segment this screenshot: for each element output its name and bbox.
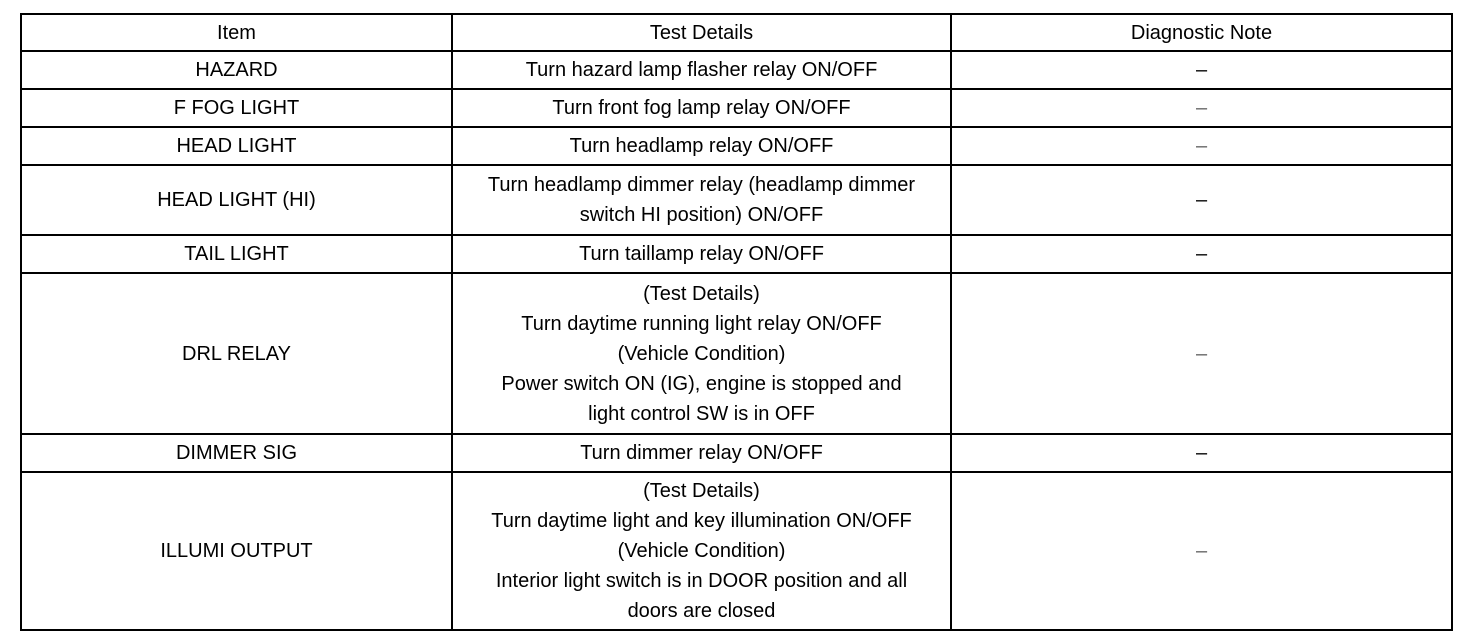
test-details-line: (Test Details) — [643, 282, 760, 305]
diagnostic-note-value: – — [1195, 189, 1208, 211]
table-row — [21, 472, 1452, 630]
test-details-line: (Vehicle Condition) — [617, 540, 786, 562]
test-details-line: Turn headlamp dimmer relay (headlamp dimmer — [487, 174, 916, 196]
diagnostic-note-value: – — [1195, 97, 1208, 119]
item-cell: HEAD LIGHT (HI) — [21, 165, 452, 235]
item-cell: DIMMER SIG — [21, 434, 452, 472]
table-row — [21, 89, 1452, 127]
diagnostic-note-cell — [951, 127, 1452, 165]
test-details-line: Turn daytime running light relay ON/OFF — [521, 312, 882, 335]
column-header-diagnostic-note: Diagnostic Note — [951, 14, 1452, 51]
item-cell: DRL RELAY — [21, 273, 452, 434]
test-details-cell — [452, 127, 951, 165]
item-cell: ILLUMI OUTPUT — [21, 472, 452, 630]
column-header-item: Item — [21, 14, 452, 51]
diagnostic-note-cell — [951, 472, 1452, 630]
diagnostic-note-value: – — [1195, 135, 1208, 157]
item-cell: HEAD LIGHT — [21, 127, 452, 165]
table-row — [21, 235, 1452, 273]
diagnostic-note-cell — [951, 89, 1452, 127]
diagnostic-note-cell — [951, 235, 1452, 273]
test-details-line: (Test Details) — [643, 480, 760, 502]
test-details-line: Turn front fog lamp relay ON/OFF — [552, 97, 851, 119]
column-header-test-details: Test Details — [452, 14, 951, 51]
table-row — [21, 165, 1452, 235]
table-row — [21, 434, 1452, 472]
test-details-cell — [452, 165, 951, 235]
test-details-cell — [452, 273, 951, 434]
active-test-table — [20, 13, 1453, 631]
diagnostic-note-value: – — [1195, 442, 1208, 464]
test-details-line: Interior light switch is in DOOR position and all — [495, 570, 908, 592]
test-details-cell — [452, 51, 951, 89]
diagnostic-note-value: – — [1195, 243, 1208, 265]
diagnostic-note-cell — [951, 434, 1452, 472]
test-details-cell — [452, 89, 951, 127]
test-details-line: Turn headlamp relay ON/OFF — [569, 135, 834, 157]
test-details-line: (Vehicle Condition) — [617, 342, 786, 365]
diagnostic-note-cell — [951, 51, 1452, 89]
item-cell: TAIL LIGHT — [21, 235, 452, 273]
diagnostic-note-value: – — [1195, 59, 1208, 81]
test-details-line: Turn hazard lamp flasher relay ON/OFF — [525, 59, 878, 81]
test-details-line: light control SW is in OFF — [588, 402, 815, 425]
table-row — [21, 273, 1452, 434]
item-cell: HAZARD — [21, 51, 452, 89]
table-row — [21, 51, 1452, 89]
test-details-line: Turn taillamp relay ON/OFF — [579, 243, 824, 265]
header-row — [21, 14, 1452, 51]
test-details-cell — [452, 235, 951, 273]
diagnostic-note-cell — [951, 273, 1452, 434]
diagnostic-note-value: – — [1195, 540, 1208, 562]
test-details-line: doors are closed — [627, 600, 776, 622]
test-details-line: Turn daytime light and key illumination ON/OFF — [491, 510, 912, 532]
test-details-line: Turn dimmer relay ON/OFF — [580, 442, 823, 464]
table-row — [21, 127, 1452, 165]
test-details-line: switch HI position) ON/OFF — [579, 204, 824, 226]
item-cell: F FOG LIGHT — [21, 89, 452, 127]
diagnostic-note-value: – — [1195, 342, 1208, 365]
test-details-cell — [452, 472, 951, 630]
test-details-line: Power switch ON (IG), engine is stopped and — [501, 372, 902, 395]
test-details-cell — [452, 434, 951, 472]
diagnostic-note-cell — [951, 165, 1452, 235]
